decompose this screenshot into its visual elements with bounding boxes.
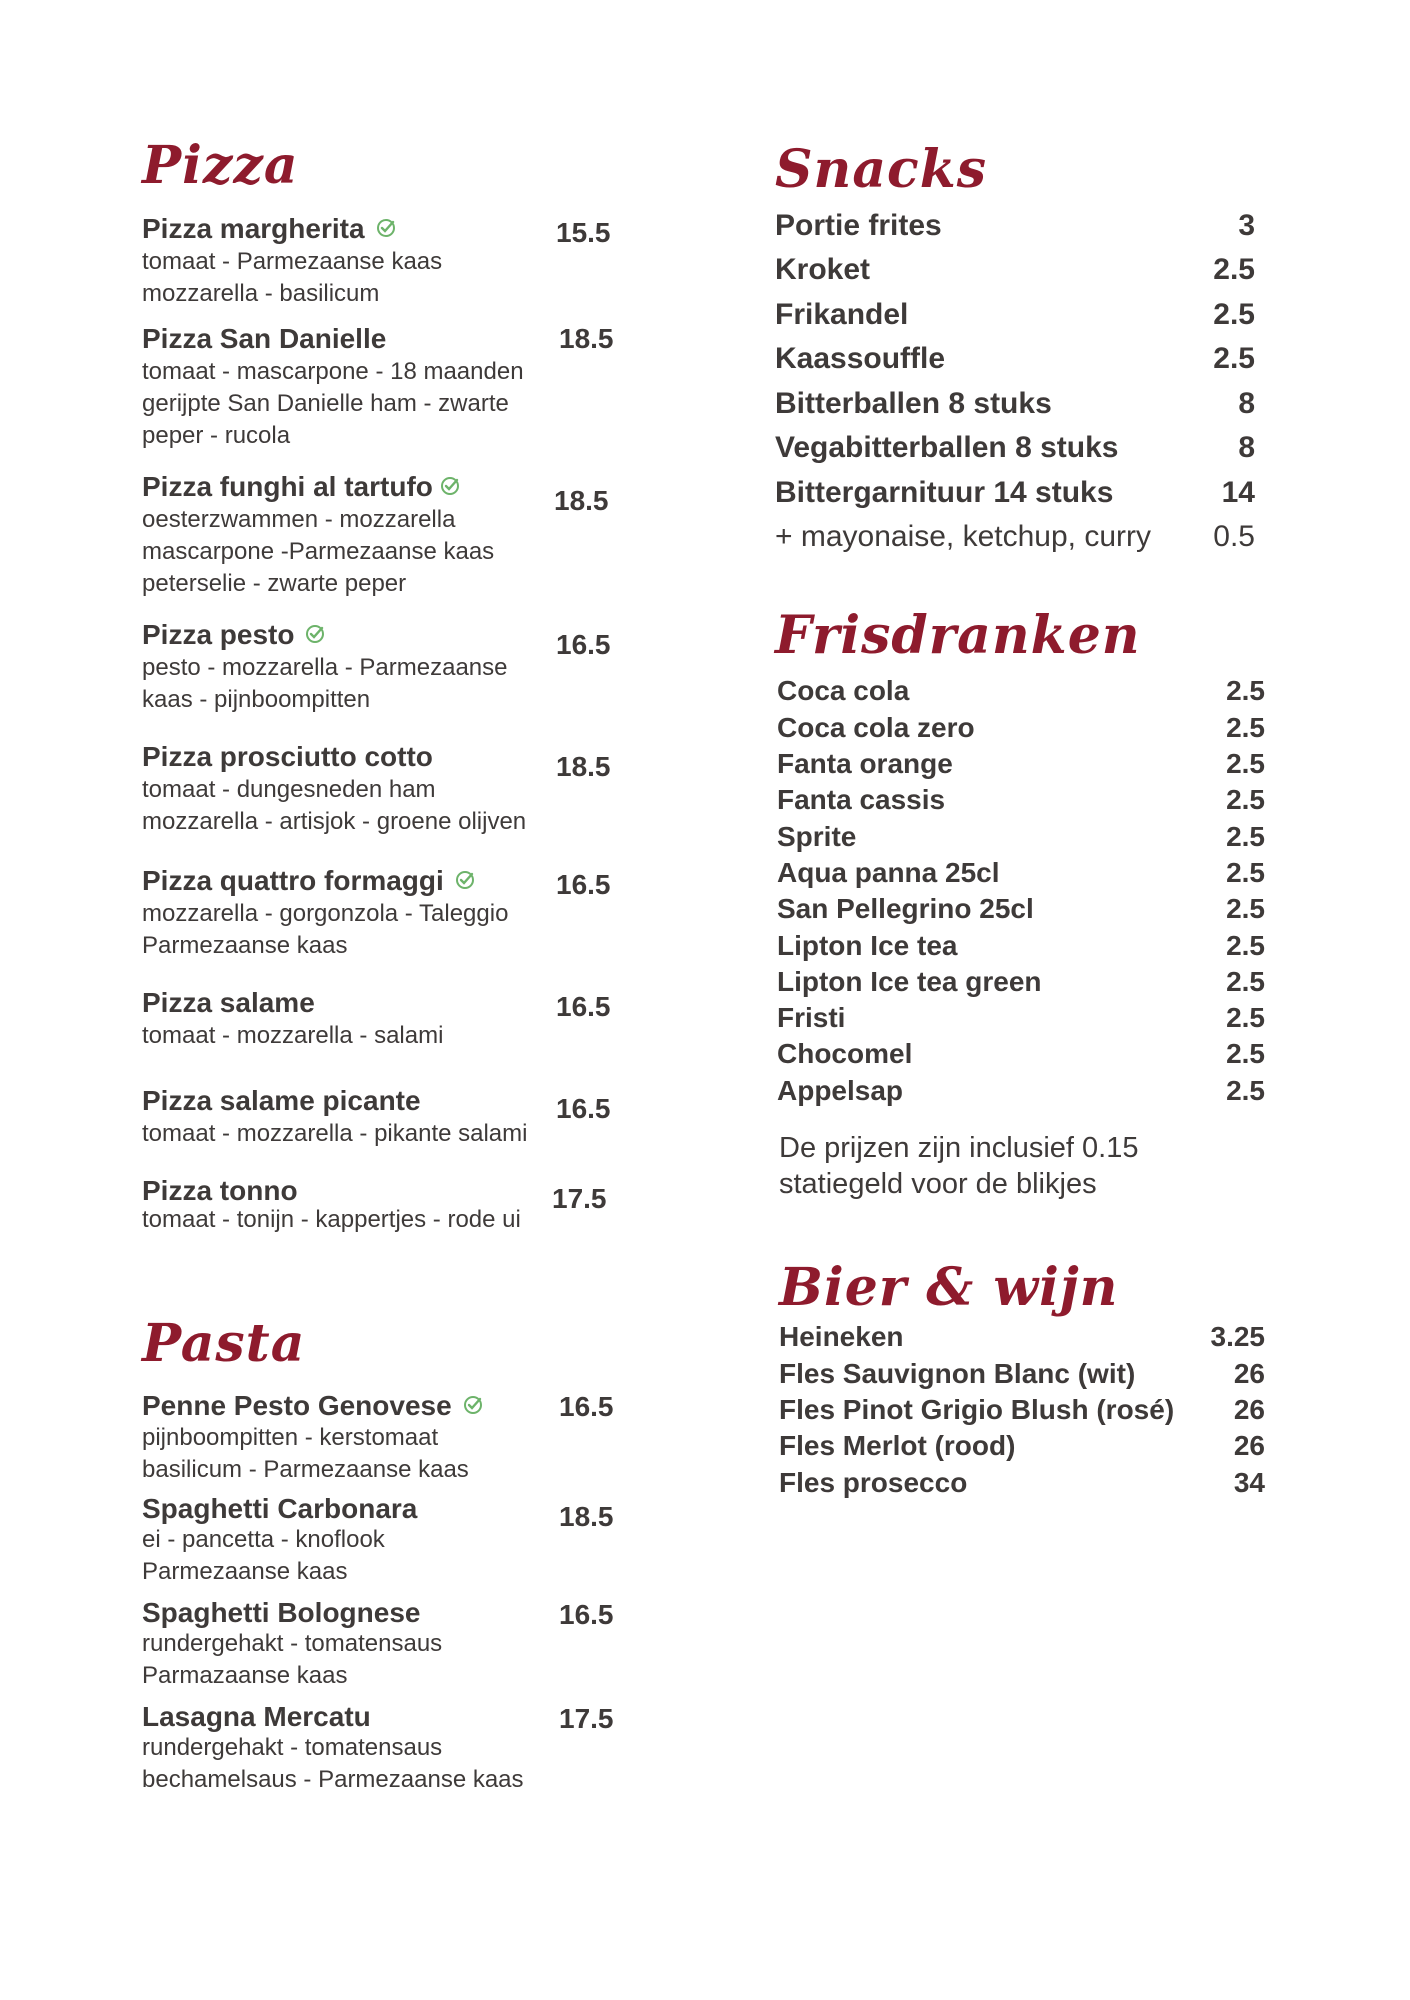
row-name: Coca cola: [777, 675, 910, 706]
row-price: 2.5: [1226, 966, 1265, 997]
row-price: 14: [1221, 476, 1255, 509]
row-price: 2.5: [1226, 748, 1265, 779]
item-price: 16.5: [559, 1599, 614, 1630]
item-price: 18.5: [556, 751, 611, 782]
item-name: Penne Pesto Genovese: [142, 1390, 622, 1422]
menu-item: [142, 1494, 622, 1588]
item-desc-line: mozzarella - basilicum: [142, 280, 380, 307]
item-name: Pizza prosciutto cotto: [142, 741, 433, 772]
row-name: Fanta cassis: [777, 784, 946, 815]
item-name: Pizza margherita: [142, 212, 622, 246]
note-line: statiegeld voor de blikjes: [779, 1168, 1097, 1200]
row-name: Portie frites: [775, 209, 942, 242]
pasta-heading: Pasta: [142, 1313, 306, 1374]
item-desc-line: rundergehakt - tomatensaus: [142, 1630, 443, 1657]
item-price: 17.5: [552, 1183, 607, 1214]
menu-item: [142, 1598, 622, 1692]
pizza-heading: Pizza: [142, 135, 299, 196]
menu-item: [142, 1084, 622, 1150]
row-price: 2.5: [1226, 1002, 1265, 1033]
item-desc-line: Parmezaanse kaas: [142, 932, 348, 959]
item-name: Pizza salame picante: [142, 1085, 421, 1116]
row-name: Appelsap: [777, 1075, 904, 1106]
row-price: 2.5: [1226, 712, 1265, 743]
row-name: Bittergarnituur 14 stuks: [775, 476, 1114, 509]
item-desc-line: kaas - pijnboompitten: [142, 686, 371, 713]
vegetarian-icon: [375, 217, 397, 239]
row-name: Fles prosecco: [779, 1467, 968, 1498]
item-desc-line: peterselie - zwarte peper: [142, 570, 407, 597]
row-price: 2.5: [1226, 930, 1265, 961]
row-name: Kaassouffle: [775, 342, 946, 375]
item-desc-line: bechamelsaus - Parmezaanse kaas: [142, 1766, 524, 1793]
row-name: Sprite: [777, 821, 857, 852]
row-price: 2.5: [1226, 1038, 1265, 1069]
item-desc-line: mozzarella - gorgonzola - Taleggio: [142, 900, 509, 927]
menu-item: [142, 470, 622, 600]
row-price: 2.5: [1226, 675, 1265, 706]
item-desc-line: ei - pancetta - knoflook: [142, 1526, 385, 1553]
item-name: Pizza pesto: [142, 618, 622, 652]
item-name: Spaghetti Carbonara: [142, 1493, 418, 1524]
item-name: Lasagna Mercatu: [142, 1701, 371, 1732]
row-price: 0.5: [1213, 520, 1255, 553]
item-name: Spaghetti Bolognese: [142, 1597, 421, 1628]
note-line: De prijzen zijn inclusief 0.15: [779, 1132, 1139, 1164]
snacks-heading: Snacks: [775, 139, 988, 200]
menu-item: [142, 1176, 622, 1234]
row-name: Fles Merlot (rood): [779, 1430, 1016, 1461]
row-name: Coca cola zero: [777, 712, 975, 743]
item-desc-line: pesto - mozzarella - Parmezaanse: [142, 654, 508, 681]
deposit-note: [779, 1130, 1259, 1202]
row-price: 2.5: [1226, 857, 1265, 888]
row-name: Fles Sauvignon Blanc (wit): [779, 1358, 1136, 1389]
row-name: Frikandel: [775, 298, 909, 331]
item-name: Pizza quattro formaggi: [142, 864, 622, 898]
item-name: Pizza salame: [142, 987, 315, 1018]
item-price: 16.5: [556, 869, 611, 900]
row-name: Aqua panna 25cl: [777, 857, 1000, 888]
item-price: 16.5: [556, 991, 611, 1022]
menu-item: [142, 212, 622, 310]
item-price: 18.5: [559, 323, 614, 354]
item-price: 16.5: [556, 629, 611, 660]
row-price: 3.25: [1210, 1321, 1265, 1352]
item-name: Pizza San Danielle: [142, 323, 387, 354]
row-name: Fanta orange: [777, 748, 953, 779]
menu-item: [142, 740, 622, 838]
item-desc-line: tomaat - mozzarella - salami: [142, 1022, 444, 1049]
row-name: Bitterballen 8 stuks: [775, 387, 1052, 420]
item-desc-line: gerijpte San Danielle ham - zwarte: [142, 390, 509, 417]
item-desc-line: Parmezaanse kaas: [142, 1558, 348, 1585]
item-desc-line: tomaat - mozzarella - pikante salami: [142, 1120, 528, 1147]
row-price: 2.5: [1226, 893, 1265, 924]
row-price: 8: [1238, 387, 1255, 420]
menu-item: [142, 864, 622, 962]
item-desc-line: peper - rucola: [142, 422, 291, 449]
menu-item: [142, 1390, 622, 1486]
row-price: 2.5: [1226, 821, 1265, 852]
row-name: Fles Pinot Grigio Blush (rosé): [779, 1394, 1175, 1425]
row-price: 3: [1238, 209, 1255, 242]
vegetarian-icon: [454, 869, 476, 891]
row-price: 34: [1233, 1467, 1265, 1498]
vegetarian-icon: [462, 1394, 484, 1416]
menu-item: [142, 322, 622, 452]
menu-item: [142, 986, 622, 1052]
row-name: Lipton Ice tea green: [777, 966, 1042, 997]
row-price: 2.5: [1213, 298, 1255, 331]
item-desc-line: tomaat - Parmezaanse kaas: [142, 248, 443, 275]
vegetarian-icon: [439, 475, 461, 497]
item-price: 15.5: [556, 217, 611, 248]
item-desc-line: basilicum - Parmezaanse kaas: [142, 1456, 469, 1483]
row-name: Lipton Ice tea: [777, 930, 958, 961]
item-name: Pizza tonno: [142, 1175, 298, 1206]
row-name: Fristi: [777, 1002, 846, 1033]
item-desc-line: tomaat - tonijn - kappertjes - rode ui: [142, 1206, 521, 1233]
vegetarian-icon: [304, 623, 326, 645]
row-price: 8: [1238, 431, 1255, 464]
row-price: 26: [1233, 1394, 1265, 1425]
item-name: Pizza funghi al tartufo: [142, 470, 622, 504]
row-price: 2.5: [1213, 253, 1255, 286]
row-price: 2.5: [1226, 1075, 1265, 1106]
row-price: 26: [1233, 1358, 1265, 1389]
item-desc-line: tomaat - dungesneden ham: [142, 776, 436, 803]
row-name: Chocomel: [777, 1038, 913, 1069]
item-price: 16.5: [556, 1093, 611, 1124]
item-price: 16.5: [559, 1391, 614, 1422]
row-name: Kroket: [775, 253, 871, 286]
row-name: San Pellegrino 25cl: [777, 893, 1034, 924]
item-price: 18.5: [559, 1501, 614, 1532]
row-price: 26: [1233, 1430, 1265, 1461]
item-desc-line: tomaat - mascarpone - 18 maanden: [142, 358, 524, 385]
item-desc-line: rundergehakt - tomatensaus: [142, 1734, 443, 1761]
row-name: Heineken: [779, 1321, 904, 1352]
row-name: + mayonaise, ketchup, curry: [775, 520, 1152, 553]
menu-item: [142, 618, 622, 716]
item-desc-line: oesterzwammen - mozzarella: [142, 506, 456, 533]
row-name: Vegabitterballen 8 stuks: [775, 431, 1119, 464]
row-price: 2.5: [1213, 342, 1255, 375]
item-price: 18.5: [554, 485, 609, 516]
item-desc-line: mascarpone -Parmezaanse kaas: [142, 538, 495, 565]
item-desc-line: Parmazaanse kaas: [142, 1662, 348, 1689]
menu-item: [142, 1702, 622, 1796]
item-desc-line: mozzarella - artisjok - groene olijven: [142, 808, 527, 835]
frisdranken-heading: Frisdranken: [775, 605, 1141, 666]
item-price: 17.5: [559, 1703, 614, 1734]
item-desc-line: pijnboompitten - kerstomaat: [142, 1424, 439, 1451]
bier-wijn-heading: Bier & wijn: [779, 1257, 1119, 1318]
row-price: 2.5: [1226, 784, 1265, 815]
